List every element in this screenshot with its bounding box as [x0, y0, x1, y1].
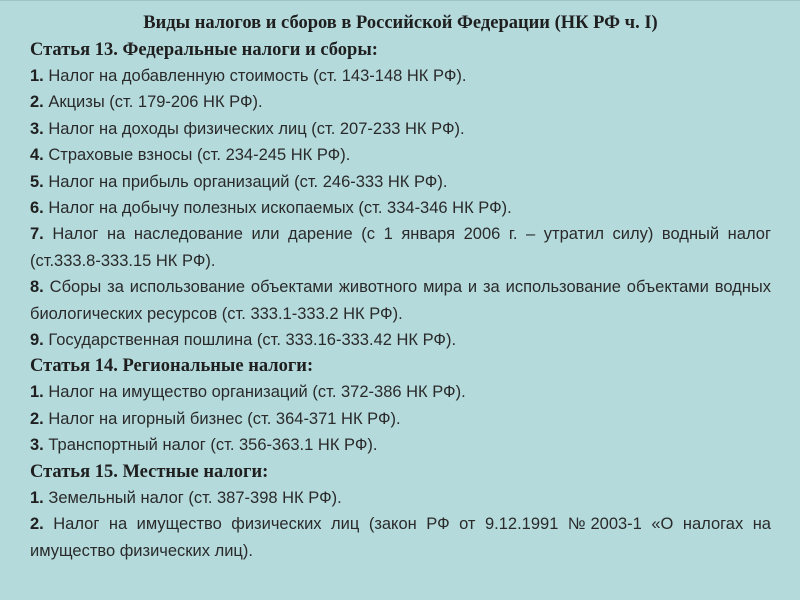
item-number: 3.	[30, 436, 44, 455]
item-text: Государственная пошлина (ст. 333.16-333.42 НК РФ).	[48, 331, 457, 350]
item-text: Страховые взносы (ст. 234-245 НК РФ).	[48, 146, 351, 165]
item-text: Земельный налог (ст. 387-398 НК РФ).	[48, 488, 342, 507]
list-item	[30, 89, 771, 115]
list-item	[30, 195, 771, 221]
item-number: 5.	[30, 172, 44, 191]
list-item	[30, 485, 771, 511]
slide-content	[30, 10, 771, 564]
section-heading-article-15: Статья 15. Местные налоги:	[30, 461, 269, 482]
list-item	[30, 63, 771, 89]
section-heading-article-13: Статья 13. Федеральные налоги и сборы:	[30, 40, 378, 60]
item-number: 4.	[30, 146, 44, 165]
item-number: 1.	[30, 488, 44, 507]
section-heading-article-14: Статья 14. Региональные налоги:	[30, 356, 314, 377]
item-text: Налог на добычу полезных ископаемых (ст. 334-346 НК РФ).	[48, 199, 512, 218]
list-item	[30, 379, 771, 405]
list-item	[30, 432, 771, 458]
page-title: Виды налогов и сборов в Российской Федерации (НК РФ ч. I)	[143, 13, 658, 33]
item-number: 3.	[30, 119, 44, 138]
item-number: 1.	[30, 383, 44, 402]
item-text: Налог на имущество организаций (ст. 372-386 НК РФ).	[48, 383, 466, 402]
item-number: 9.	[30, 331, 44, 350]
list-item	[30, 221, 771, 274]
item-text: Сборы за использование объектами животного мира и за использование объектами водных биологических ресурсов (ст. 333.1-333.2 НК РФ).	[30, 278, 771, 323]
item-text: Налог на имущество физических лиц (закон РФ от 9.12.1991 №2003-1 «О налогах на имущество физических лиц).	[30, 515, 771, 560]
item-text: Налог на доходы физических лиц (ст. 207-233 НК РФ).	[48, 119, 465, 138]
item-text: Налог на наследование или дарение (с 1 января 2006 г. – утратил силу) водный налог (ст.333.8-333.15 НК РФ).	[30, 225, 771, 270]
item-number: 2.	[30, 93, 44, 112]
item-number: 2.	[30, 515, 44, 534]
list-item	[30, 327, 771, 353]
item-text: Транспортный налог (ст. 356-363.1 НК РФ).	[48, 436, 378, 455]
item-number: 6.	[30, 199, 44, 218]
list-item	[30, 406, 771, 432]
item-text: Налог на добавленную стоимость (ст. 143-148 НК РФ).	[48, 67, 467, 85]
item-text: Налог на прибыль организаций (ст. 246-333 НК РФ).	[48, 172, 448, 191]
item-number: 2.	[30, 409, 44, 428]
item-text: Налог на игорный бизнес (ст. 364-371 НК РФ).	[48, 409, 401, 428]
item-number: 1.	[30, 67, 44, 85]
list-item	[30, 511, 771, 564]
list-item	[30, 169, 771, 195]
list-item	[30, 142, 771, 168]
item-text: Акцизы (ст. 179-206 НК РФ).	[48, 93, 263, 112]
list-item	[30, 274, 771, 327]
list-item	[30, 116, 771, 142]
item-number: 7.	[30, 225, 44, 244]
item-number: 8.	[30, 278, 44, 297]
